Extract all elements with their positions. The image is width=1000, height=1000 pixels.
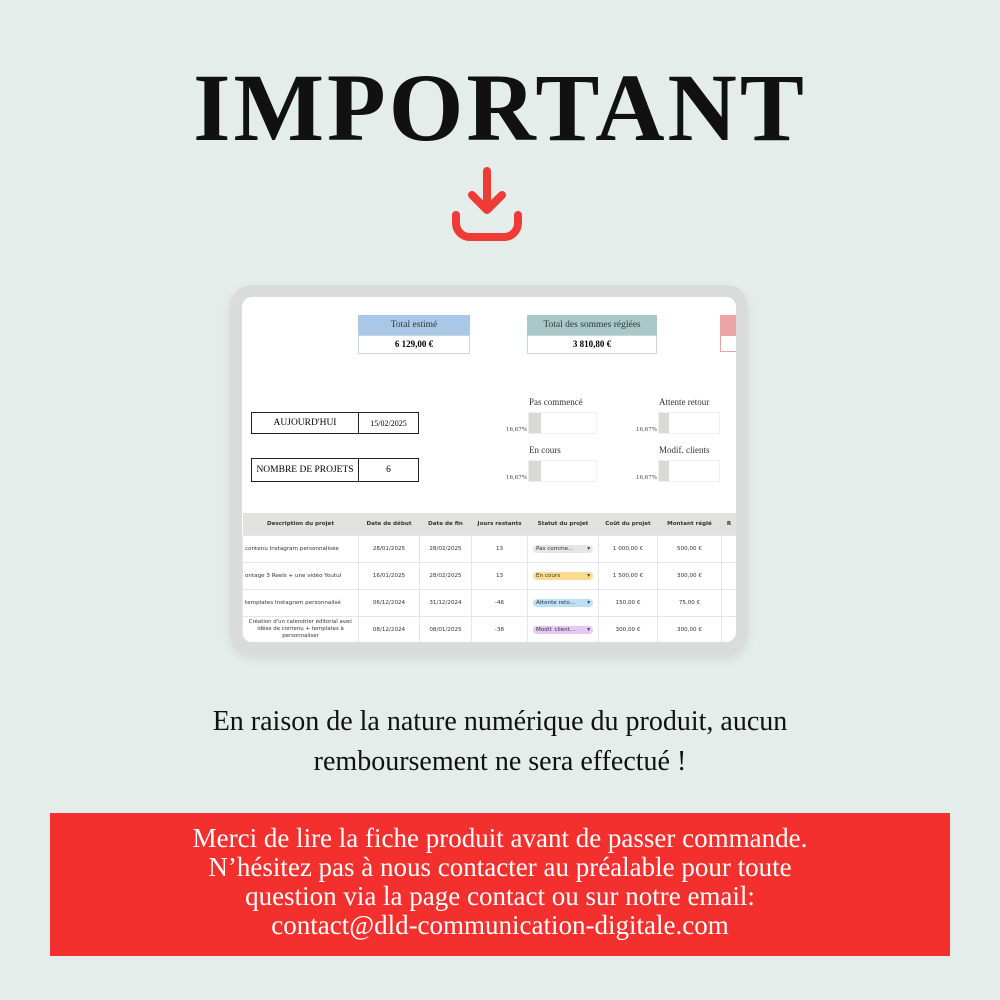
project-cost: 1 000,00 € — [599, 535, 658, 562]
project-description: contenu Instagram personnalisée — [243, 535, 359, 562]
total-regle-value: 3 810,80 € — [527, 335, 657, 354]
project-description: Création d'un calendrier éditorial avec idées de contenu + templates à personnaliser — [243, 616, 359, 642]
table-row — [243, 562, 737, 589]
chevron-down-icon: ▾ — [587, 545, 590, 552]
table-row — [243, 535, 737, 562]
column-header[interactable]: Coût du projet — [599, 513, 658, 535]
projects-table — [242, 513, 736, 642]
empty-cell — [722, 562, 737, 589]
status-value: Pas comme... — [536, 545, 574, 552]
status-bar — [658, 460, 720, 482]
end-date: 31/12/2024 — [420, 589, 472, 616]
tablet-mockup — [230, 285, 748, 655]
total-regle-card — [527, 315, 657, 354]
end-date: 28/02/2025 — [420, 535, 472, 562]
partial-card — [720, 315, 736, 352]
project-cost: 300,00 € — [599, 616, 658, 642]
end-date: 28/02/2025 — [420, 562, 472, 589]
status-bar-fill — [659, 413, 669, 433]
status-pct: 16,67% — [636, 475, 657, 481]
status-value: En cours — [536, 572, 561, 579]
status-label: Pas commencé — [529, 397, 583, 407]
status-cell — [528, 535, 599, 562]
status-bar-fill — [529, 413, 541, 433]
project-count-value: 6 — [386, 465, 391, 475]
project-count-box — [251, 458, 419, 482]
days-remaining: 13 — [472, 562, 528, 589]
project-cost: 150,00 € — [599, 589, 658, 616]
today-value: 15/02/2025 — [370, 418, 407, 428]
amount-paid: 500,00 € — [658, 535, 722, 562]
total-estime-card — [358, 315, 470, 354]
today-box — [251, 412, 419, 434]
status-label: Attente retour — [659, 397, 710, 407]
column-header[interactable]: Statut du projet — [528, 513, 599, 535]
start-date: 06/12/2024 — [359, 589, 420, 616]
status-dropdown[interactable] — [533, 626, 593, 634]
project-description: ontage 3 Reels + une vidéo Youtul — [243, 562, 359, 589]
start-date: 16/01/2025 — [359, 562, 420, 589]
total-estime-value: 6 129,00 € — [358, 335, 470, 354]
status-cell — [528, 616, 599, 642]
refund-message-line: En raison de la nature numérique du produit, aucun — [212, 706, 788, 737]
column-header[interactable]: Montant réglé — [658, 513, 722, 535]
status-pct: 16,67% — [506, 475, 527, 481]
table-row — [243, 589, 737, 616]
chevron-down-icon: ▾ — [587, 626, 590, 633]
status-dropdown[interactable] — [533, 572, 593, 580]
column-header[interactable]: Date de fin — [420, 513, 472, 535]
column-header[interactable]: Jours restants — [472, 513, 528, 535]
notice-line: Merci de lire la fiche produit avant de passer commande. — [192, 823, 808, 853]
notice-banner — [50, 813, 950, 956]
status-pct: 16,67% — [506, 427, 527, 433]
column-header[interactable]: R — [722, 513, 737, 535]
status-bar-fill — [529, 461, 541, 481]
table-row — [243, 616, 737, 642]
status-pct: 16,67% — [636, 427, 657, 433]
total-estime-label: Total estimé — [358, 315, 470, 335]
status-value: Attente reto... — [536, 599, 575, 606]
page-title: IMPORTANT — [193, 54, 807, 161]
project-description: templates Instagram personnalisé — [243, 589, 359, 616]
today-label: AUJOURD'HUI — [252, 413, 359, 433]
status-cell — [528, 589, 599, 616]
status-bar — [528, 412, 597, 434]
end-date: 08/01/2025 — [420, 616, 472, 642]
status-bar — [658, 412, 720, 434]
project-cost: 1 500,00 € — [599, 562, 658, 589]
status-bar — [528, 460, 597, 482]
chevron-down-icon: ▾ — [587, 572, 590, 579]
days-remaining: -46 — [472, 589, 528, 616]
days-remaining: 13 — [472, 535, 528, 562]
chevron-down-icon: ▾ — [587, 599, 590, 606]
empty-cell — [722, 589, 737, 616]
start-date: 08/12/2024 — [359, 616, 420, 642]
download-icon — [450, 165, 524, 245]
empty-cell — [722, 535, 737, 562]
status-value: Modif. client... — [536, 626, 576, 633]
status-bar-fill — [659, 461, 669, 481]
column-header[interactable]: Description du projet — [243, 513, 359, 535]
amount-paid: 300,00 € — [658, 616, 722, 642]
contact-email[interactable]: contact@dld-communication-digitale.com — [271, 910, 729, 940]
status-label: En cours — [529, 445, 561, 455]
notice-line: question via la page contact ou sur notre email: — [245, 881, 755, 911]
spreadsheet-screen — [242, 297, 736, 642]
total-regle-label: Total des sommes réglées — [527, 315, 657, 335]
refund-message-line: remboursement ne sera effectué ! — [313, 746, 687, 777]
notice-line: N’hésitez pas à nous contacter au préalable pour toute — [208, 852, 792, 882]
column-header[interactable]: Date de début — [359, 513, 420, 535]
status-dropdown[interactable] — [533, 599, 593, 607]
status-label: Modif. clients — [659, 445, 710, 455]
days-remaining: -38 — [472, 616, 528, 642]
amount-paid: 300,00 € — [658, 562, 722, 589]
start-date: 28/01/2025 — [359, 535, 420, 562]
refund-message — [0, 702, 1000, 782]
project-count-label: NOMBRE DE PROJETS — [252, 459, 359, 481]
status-dropdown[interactable] — [533, 545, 593, 553]
empty-cell — [722, 616, 737, 642]
amount-paid: 75,00 € — [658, 589, 722, 616]
status-cell — [528, 562, 599, 589]
